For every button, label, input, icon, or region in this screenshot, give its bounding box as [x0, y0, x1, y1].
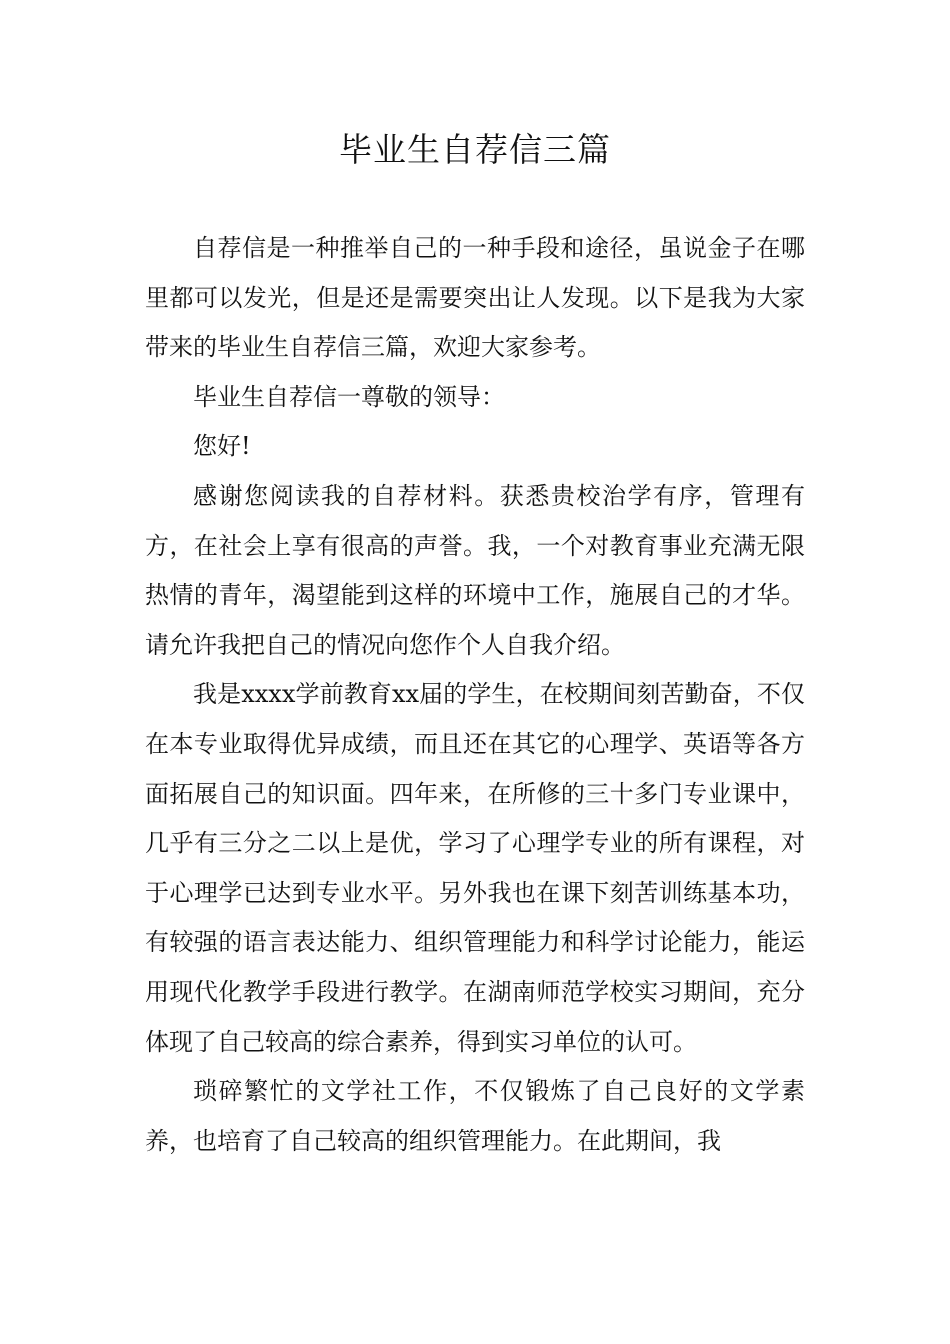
- paragraph-literary-club: 琐碎繁忙的文学社工作，不仅锻炼了自己良好的文学素养，也培育了自己较高的组织管理能力。在此期间，我: [145, 1077, 805, 1155]
- paragraph-intro: 自荐信是一种推举自己的一种手段和途径，虽说金子在哪里都可以发光，但是还是需要突出让人发现。以下是我为大家带来的毕业生自荐信三篇，欢迎大家参考。: [145, 234, 805, 362]
- paragraph-self-introduction: 我是xxxx学前教育xx届的学生，在校期间刻苦勤奋，不仅在本专业取得优异成绩，而且还在其它的心理学、英语等各方面拓展自己的知识面。四年来，在所修的三十多门专业课中，几乎有三分之二以上是优，学习了心理学专业的所有课程，对于心理学已达到专业水平。另外我也在课下刻苦训练基本功，有较强的语言表达能力、组织管理能力和科学讨论能力，能运用现代化教学手段进行教学。在湖南师范学校实习期间，充分体现了自己较高的综合素养，得到实习单位的认可。: [145, 680, 805, 1056]
- paragraph-salutation: 毕业生自荐信一尊敬的领导：: [193, 382, 505, 411]
- paragraph-greeting: 您好!: [193, 432, 251, 461]
- document-body: [145, 224, 805, 1166]
- paragraph-thanks: 感谢您阅读我的自荐材料。获悉贵校治学有序，管理有方，在社会上享有很高的声誉。我，一个对教育事业充满无限热情的青年，渴望能到这样的环境中工作，施展自己的才华。请允许我把自己的情况向您作个人自我介绍。: [145, 481, 805, 659]
- document-title: 毕业生自荐信三篇: [339, 130, 611, 169]
